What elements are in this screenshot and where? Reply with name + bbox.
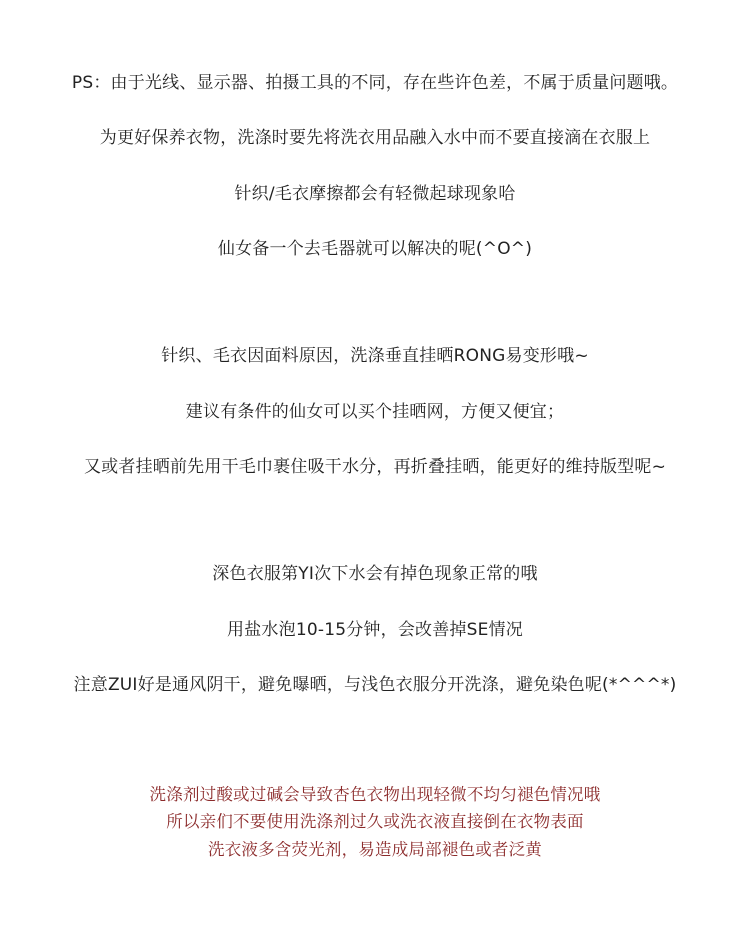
- washing-tip-note: 为更好保养衣物，洗涤时要先将洗衣用品融入水中而不要直接滴在衣服上: [99, 128, 651, 148]
- salt-water-note: 用盐水泡10-15分钟，会改善掉SE情况: [227, 620, 523, 640]
- color-bleed-note: 深色衣服第YI次下水会有掉色现象正常的哦: [212, 564, 538, 584]
- color-difference-note: PS：由于光线、显示器、拍摄工具的不同，存在些许色差，不属于质量问题哦。: [71, 73, 679, 93]
- towel-drying-note: 又或者挂晒前先用干毛巾裹住吸干水分，再折叠挂晒，能更好的维持版型呢~: [83, 457, 667, 477]
- lint-remover-note: 仙女备一个去毛器就可以解决的呢(^O^): [217, 239, 533, 259]
- detergent-warning-3: 洗衣液多含荧光剂，易造成局部褪色或者泛黄: [208, 840, 542, 859]
- hanging-deform-note: 针织、毛衣因面料原因，洗涤垂直挂晒RONG易变形哦~: [161, 346, 589, 366]
- pilling-note: 针织/毛衣摩擦都会有轻微起球现象哈: [234, 184, 516, 204]
- detergent-warning-1: 洗涤剂过酸或过碱会导致杏色衣物出现轻微不均匀褪色情况哦: [149, 785, 601, 804]
- drying-net-note: 建议有条件的仙女可以买个挂晒网，方便又便宜；: [185, 402, 565, 422]
- detergent-warning-2: 所以亲们不要使用洗涤剂过久或洗衣液直接倒在衣物表面: [166, 812, 584, 831]
- shade-drying-note: 注意ZUI好是通风阴干，避免曝晒，与浅色衣服分开洗涤，避免染色呢(*^^^*): [73, 675, 677, 695]
